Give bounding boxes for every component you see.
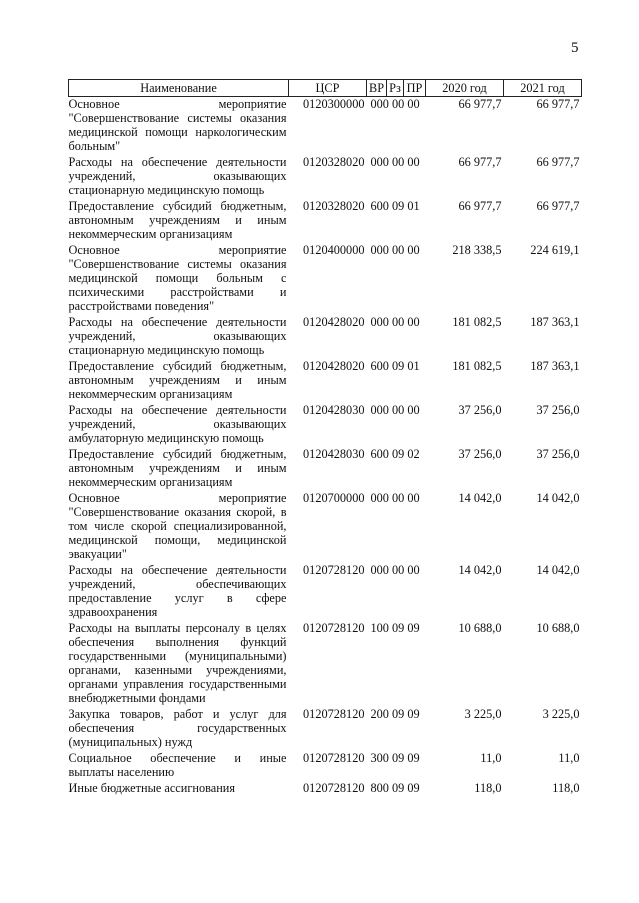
row-csr: 0120428020 [303, 315, 365, 329]
row-vr-rz-pr: 600 09 01 [370, 359, 420, 373]
row-2021: 66 977,7 [536, 199, 580, 213]
row-vr-rz-pr: 000 00 00 [370, 243, 420, 257]
table-row [69, 707, 582, 751]
row-name: Предоставление субсидий бюджетным, автономным учреждениям и иным некоммерческим организациям [68, 447, 287, 489]
row-vr-rz-pr: 000 00 00 [370, 563, 420, 577]
row-name: Предоставление субсидий бюджетным, автономным учреждениям и иным некоммерческим организациям [68, 199, 287, 241]
table-row [69, 491, 582, 563]
row-vr-rz-pr: 200 09 09 [370, 707, 420, 721]
row-2021: 10 688,0 [536, 621, 580, 635]
row-csr: 0120728120 [303, 621, 365, 635]
row-name: Закупка товаров, работ и услуг для обеспечения государственных (муниципальных) нужд [68, 707, 287, 749]
row-csr: 0120700000 [303, 491, 365, 505]
row-vr-rz-pr: 000 00 00 [370, 491, 420, 505]
row-vr-rz-pr: 300 09 09 [370, 751, 420, 765]
row-2021: 14 042,0 [536, 491, 580, 505]
row-name: Расходы на обеспечение деятельности учреждений, оказывающих стационарную медицинскую помощь [68, 155, 287, 197]
row-name: Основное мероприятие "Совершенствование системы оказания медицинской помощи наркологическим больным" [68, 97, 287, 153]
table-row [69, 97, 582, 156]
row-2020: 14 042,0 [458, 563, 502, 577]
table-row [69, 155, 582, 199]
row-2020: 181 082,5 [452, 315, 502, 329]
row-csr: 0120328020 [303, 199, 365, 213]
row-csr: 0120428020 [303, 359, 365, 373]
row-2020: 37 256,0 [458, 403, 502, 417]
table-row [69, 751, 582, 781]
row-name: Расходы на обеспечение деятельности учреждений, обеспечивающих предоставление услуг в сфере здравоохранения [68, 563, 287, 619]
header-name: Наименование [69, 80, 289, 97]
header-vr: ВР [367, 80, 387, 97]
row-name: Расходы на обеспечение деятельности учреждений, оказывающих амбулаторную медицинскую помощь [68, 403, 287, 445]
row-vr-rz-pr: 000 00 00 [370, 315, 420, 329]
row-csr: 0120728120 [303, 751, 365, 765]
header-rz: Рз [387, 80, 404, 97]
row-2020: 66 977,7 [458, 155, 502, 169]
table-row [69, 315, 582, 359]
row-2020: 37 256,0 [458, 447, 502, 461]
row-name: Основное мероприятие "Совершенствование системы оказания медицинской помощи больным с психическими расстройствами и расстройствами поведения" [68, 243, 287, 313]
row-csr: 0120428030 [303, 447, 365, 461]
table-row [69, 403, 582, 447]
table-row [69, 243, 582, 315]
row-2020: 10 688,0 [458, 621, 502, 635]
row-2021: 224 619,1 [530, 243, 580, 257]
row-csr: 0120728120 [303, 563, 365, 577]
row-name: Основное мероприятие "Совершенствование оказания скорой, в том числе скорой специализированной, медицинской помощи, медицинской эвакуации" [68, 491, 287, 561]
row-2020: 11,0 [480, 751, 502, 765]
table-row [69, 447, 582, 491]
row-csr: 0120400000 [303, 243, 365, 257]
row-vr-rz-pr: 600 09 02 [370, 447, 420, 461]
table-row [69, 781, 582, 797]
row-name: Социальное обеспечение и иные выплаты населению [68, 751, 287, 779]
header-pr: ПР [404, 80, 426, 97]
row-csr: 0120428030 [303, 403, 365, 417]
row-2021: 37 256,0 [536, 447, 580, 461]
row-csr: 0120728120 [303, 781, 365, 795]
row-2021: 66 977,7 [536, 155, 580, 169]
row-2021: 187 363,1 [530, 359, 580, 373]
row-csr: 0120328020 [303, 155, 365, 169]
budget-table [68, 79, 582, 797]
header-year-2020: 2020 год [426, 80, 504, 97]
row-2021: 187 363,1 [530, 315, 580, 329]
row-2021: 14 042,0 [536, 563, 580, 577]
header-year-2021: 2021 год [504, 80, 582, 97]
row-2021: 37 256,0 [536, 403, 580, 417]
row-name: Предоставление субсидий бюджетным, автономным учреждениям и иным некоммерческим организациям [68, 359, 287, 401]
row-2020: 66 977,7 [458, 97, 502, 111]
row-2020: 3 225,0 [464, 707, 502, 721]
row-2021: 3 225,0 [542, 707, 580, 721]
row-csr: 0120300000 [303, 97, 365, 111]
row-2020: 181 082,5 [452, 359, 502, 373]
row-vr-rz-pr: 000 00 00 [370, 403, 420, 417]
table-body [69, 97, 582, 798]
row-name: Расходы на обеспечение деятельности учреждений, оказывающих стационарную медицинскую помощь [68, 315, 287, 357]
row-vr-rz-pr: 000 00 00 [370, 97, 420, 111]
row-vr-rz-pr: 800 09 09 [370, 781, 420, 795]
row-vr-rz-pr: 100 09 09 [370, 621, 420, 635]
page-number: 5 [571, 40, 579, 56]
row-2021: 66 977,7 [536, 97, 580, 111]
table-row [69, 199, 582, 243]
row-2021: 11,0 [558, 751, 580, 765]
row-name: Расходы на выплаты персоналу в целях обеспечения выполнения функций государственными (муниципальными) органами, казенными учреждениями, органами управления государственными внебюджетными фондами [68, 621, 287, 705]
row-name: Иные бюджетные ассигнования [68, 781, 236, 795]
row-2020: 66 977,7 [458, 199, 502, 213]
table-row [69, 621, 582, 707]
row-2020: 14 042,0 [458, 491, 502, 505]
row-csr: 0120728120 [303, 707, 365, 721]
row-2020: 218 338,5 [452, 243, 502, 257]
row-vr-rz-pr: 600 09 01 [370, 199, 420, 213]
row-2020: 118,0 [474, 781, 502, 795]
table-row [69, 563, 582, 621]
row-2021: 118,0 [552, 781, 580, 795]
table-header-row [69, 80, 582, 97]
row-vr-rz-pr: 000 00 00 [370, 155, 420, 169]
header-csr: ЦСР [289, 80, 367, 97]
table-row [69, 359, 582, 403]
